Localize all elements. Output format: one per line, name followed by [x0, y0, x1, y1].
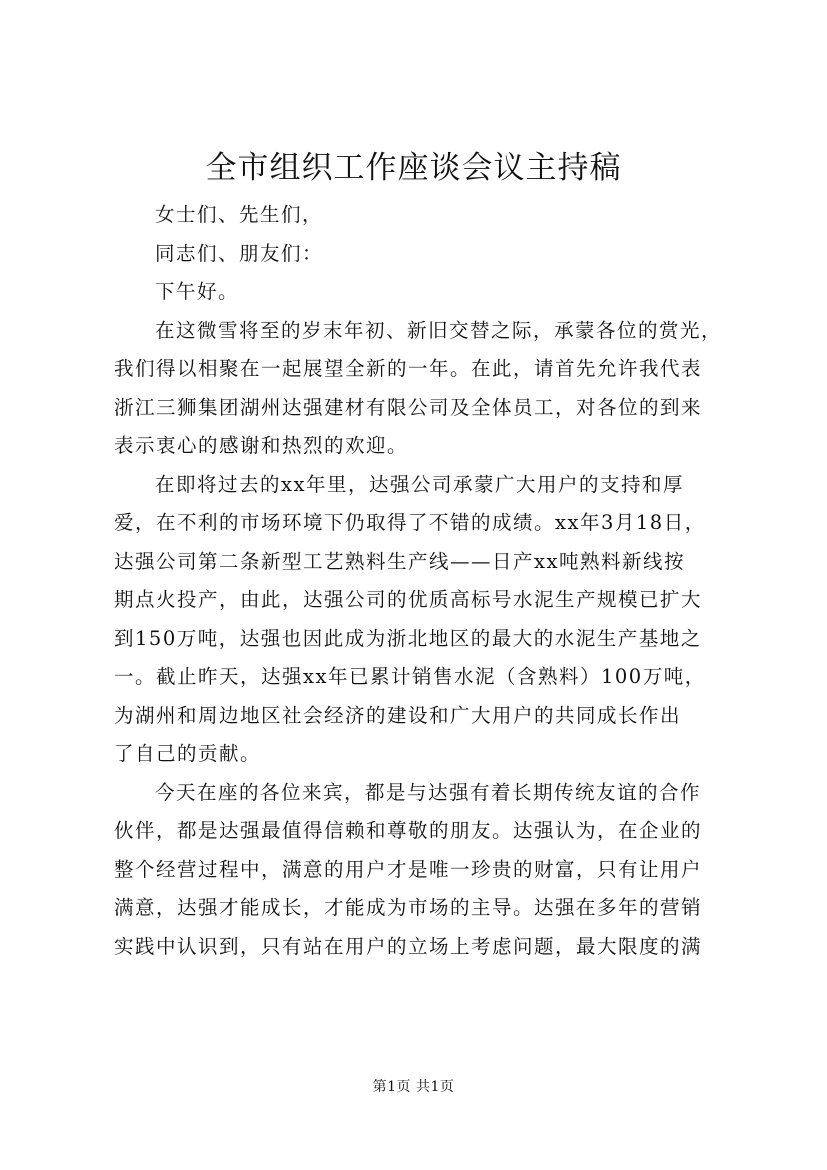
- body-line: 在即将过去的xx年里，达强公司承蒙广大用户的支持和厚: [155, 472, 684, 496]
- body-line: 爱，在不利的市场环境下仍取得了不错的成绩。xx年3月18日，: [114, 511, 706, 534]
- body-line: 了自己的贡献。: [114, 742, 262, 765]
- body-line: 期点火投产，由此，达强公司的优质高标号水泥生产规模已扩大: [114, 588, 703, 611]
- document-body: [114, 196, 724, 966]
- body-line: 女士们、先生们，: [155, 203, 324, 226]
- body-line: 下午好。: [155, 280, 240, 303]
- body-line: 浙江三狮集团湖州达强建材有限公司及全体员工，对各位的到来: [114, 395, 703, 419]
- body-line: 为湖州和周边地区社会经济的建设和广大用户的共同成长作出: [114, 703, 682, 727]
- body-line: 同志们、朋友们：: [155, 241, 324, 265]
- body-line: 达强公司第二条新型工艺熟料生产线——日产xx吨熟料新线按: [114, 549, 685, 573]
- body-line: 今天在座的各位来宾，都是与达强有着长期传统友谊的合作: [155, 780, 702, 804]
- body-line: 我们得以相聚在一起展望全新的一年。在此，请首先允许我代表: [114, 357, 703, 380]
- body-line: 到150万吨，达强也因此成为浙北地区的最大的水泥生产基地之: [114, 626, 702, 650]
- body-line: 满意，达强才能成长，才能成为市场的主导。达强在多年的营销: [114, 896, 703, 919]
- page-footer: 第1页 共1页: [372, 1079, 455, 1095]
- body-line: 一。截止昨天，达强xx年已累计销售水泥（含熟料）100万吨，: [114, 665, 706, 688]
- body-line: 整个经营过程中，满意的用户才是唯一珍贵的财富，只有让用户: [114, 857, 703, 881]
- document-title: 全市组织工作座谈会议主持稿: [205, 150, 622, 186]
- body-line: 伙伴，都是达强最值得信赖和尊敬的朋友。达强认为，在企业的: [114, 819, 703, 842]
- body-line: 实践中认识到，只有站在用户的立场上考虑问题，最大限度的满: [114, 934, 703, 958]
- body-line: 表示衷心的感谢和热烈的欢迎。: [114, 434, 409, 457]
- body-line: 在这微雪将至的岁末年初、新旧交替之际，承蒙各位的赏光，: [155, 318, 723, 342]
